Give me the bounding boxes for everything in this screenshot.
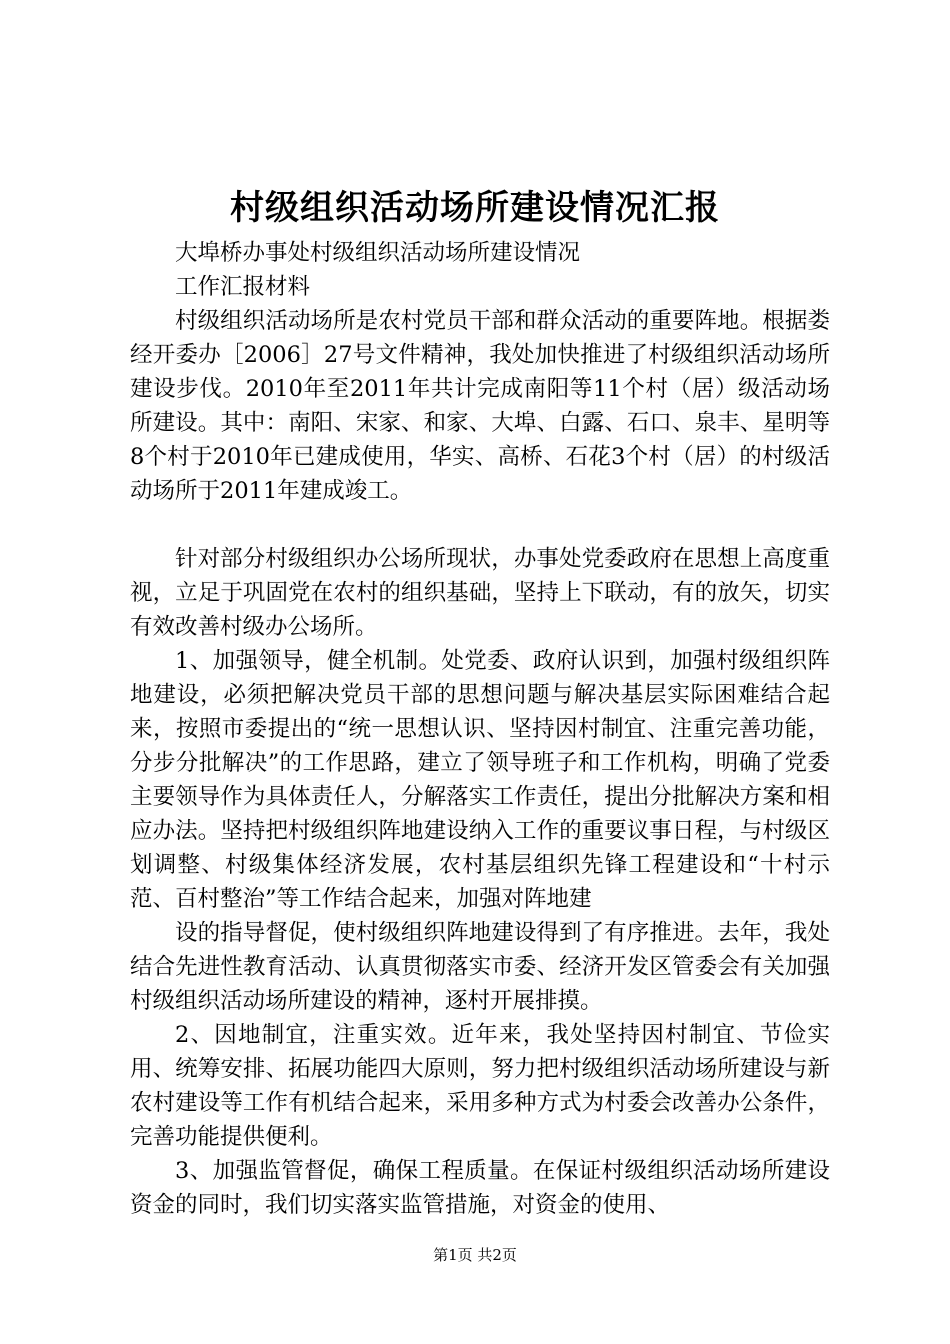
paragraph-point-2: 2、因地制宜，注重实效。近年来，我处坚持因村制宜、节俭实用、统筹安排、拓展功能四大原则，努力把村级组织活动场所建设与新农村建设等工作有机结合起来，采用多种方式为村委会改善办公条件，完善功能提供便利。 — [130, 1022, 830, 1150]
subtitle-line-2: 工作汇报材料 — [175, 274, 311, 300]
subtitle-line-1: 大埠桥办事处村级组织活动场所建设情况 — [175, 240, 581, 266]
paragraph-intro: 村级组织活动场所是农村党员干部和群众活动的重要阵地。根据娄经开委办［2006］27号文件精神，我处加快推进了村级组织活动场所建设步伐。2010年至2011年共计完成南阳等11个村（居）级活动场所建设。其中：南阳、宋家、和家、大埠、白露、石口、泉丰、星明等8个村于2010年已建成使用，华实、高桥、石花3个村（居）的村级活动场所于2011年建成竣工。 — [130, 308, 830, 504]
document-body — [130, 236, 830, 1222]
paragraph-point-3: 3、加强监管督促，确保工程质量。在保证村级组织活动场所建设资金的同时，我们切实落实监管措施，对资金的使用、 — [130, 1158, 830, 1218]
page-number: 第1页 共2页 — [433, 1246, 517, 1264]
document-title: 村级组织活动场所建设情况汇报 — [230, 188, 720, 228]
paragraph-overview: 针对部分村级组织办公场所现状，办事处党委政府在思想上高度重视，立足于巩固党在农村的组织基础，坚持上下联动，有的放矢，切实有效改善村级办公场所。 — [130, 546, 830, 640]
paragraph-point-1: 1、加强领导，健全机制。处党委、政府认识到，加强村级组织阵地建设，必须把解决党员干部的思想问题与解决基层实际困难结合起来，按照市委提出的“统一思想认识、坚持因村制宜、注重完善功能，分步分批解决”的工作思路，建立了领导班子和工作机构，明确了党委主要领导作为具体责任人，分解落实工作责任，提出分批解决方案和相应办法。坚持把村级组织阵地建设纳入工作的重要议事日程，与村级区划调整、村级集体经济发展，农村基层组织先锋工程建设和“十村示范、百村整治”等工作结合起来，加强对阵地建 — [130, 648, 830, 912]
paragraph-point-1-continued: 设的指导督促，使村级组织阵地建设得到了有序推进。去年，我处结合先进性教育活动、认真贯彻落实市委、经济开发区管委会有关加强村级组织活动场所建设的精神，逐村开展排摸。 — [130, 920, 830, 1014]
